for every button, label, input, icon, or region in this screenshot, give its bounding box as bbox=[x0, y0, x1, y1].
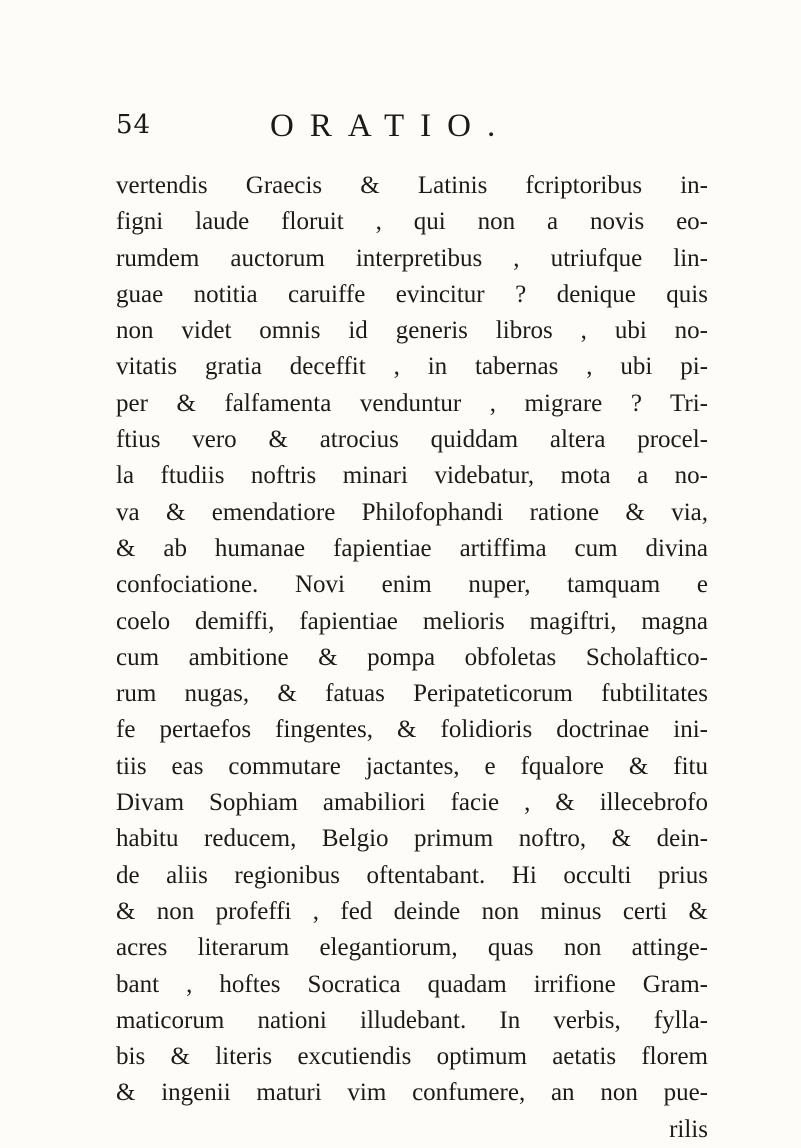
text-line: la ftudiis noftris minari videbatur, mota a no- bbox=[116, 462, 708, 490]
text-line: ftius vero & atrocius quiddam altera procel- bbox=[116, 426, 708, 454]
page-number: 54 bbox=[116, 110, 152, 140]
text-line: maticorum nationi illudebant. In verbis, fylla- bbox=[116, 1006, 708, 1034]
text-line: cum ambitione & pompa obfoletas Scholaftico- bbox=[116, 643, 708, 671]
text-line: guae notitia caruiffe evincitur ? denique quis bbox=[116, 280, 708, 308]
body-text bbox=[116, 168, 708, 1148]
text-line: bis & literis excutiendis optimum aetatis florem bbox=[116, 1043, 708, 1071]
text-line: acres literarum elegantiorum, quas non attinge- bbox=[116, 934, 708, 962]
text-line: vitatis gratia deceffit , in tabernas , ubi pi- bbox=[116, 353, 708, 381]
text-line: confociatione. Novi enim nuper, tamquam e bbox=[116, 571, 708, 599]
text-line: tiis eas commutare jactantes, e fqualore & fitu bbox=[116, 752, 708, 780]
text-line: habitu reducem, Belgio primum noftro, & dein- bbox=[116, 825, 708, 853]
text-line: per & falfamenta venduntur , migrare ? Tri- bbox=[116, 389, 708, 417]
text-line: non videt omnis id generis libros , ubi no- bbox=[116, 317, 708, 345]
text-line: figni laude floruit , qui non a novis eo- bbox=[116, 208, 708, 236]
running-title: ORATIO. bbox=[270, 108, 512, 144]
text-line: va & emendatiore Philofophandi ratione & via, bbox=[116, 498, 708, 526]
catchword: rilis bbox=[669, 1115, 708, 1143]
text-line: de aliis regionibus oftentabant. Hi occulti prius bbox=[116, 861, 708, 889]
text-line: bant , hoftes Socratica quadam irrifione Gram- bbox=[116, 970, 708, 998]
text-line: coelo demiffi, fapientiae melioris magiftri, magna bbox=[116, 607, 708, 635]
text-line: & ab humanae fapientiae artiffima cum divina bbox=[116, 534, 708, 562]
text-line: Divam Sophiam amabiliori facie , & illecebrofo bbox=[116, 789, 708, 817]
text-line: rumdem auctorum interpretibus , utriufque lin- bbox=[116, 244, 708, 272]
text-line: & non profeffi , fed deinde non minus certi & bbox=[116, 897, 708, 925]
page-header bbox=[0, 108, 801, 148]
text-line: vertendis Graecis & Latinis fcriptoribus in- bbox=[116, 172, 708, 199]
text-line: rum nugas, & fatuas Peripateticorum fubtilitates bbox=[116, 680, 708, 708]
text-line: & ingenii maturi vim confumere, an non pue- bbox=[116, 1079, 708, 1107]
text-line: fe pertaefos fingentes, & folidioris doctrinae ini- bbox=[116, 716, 708, 744]
